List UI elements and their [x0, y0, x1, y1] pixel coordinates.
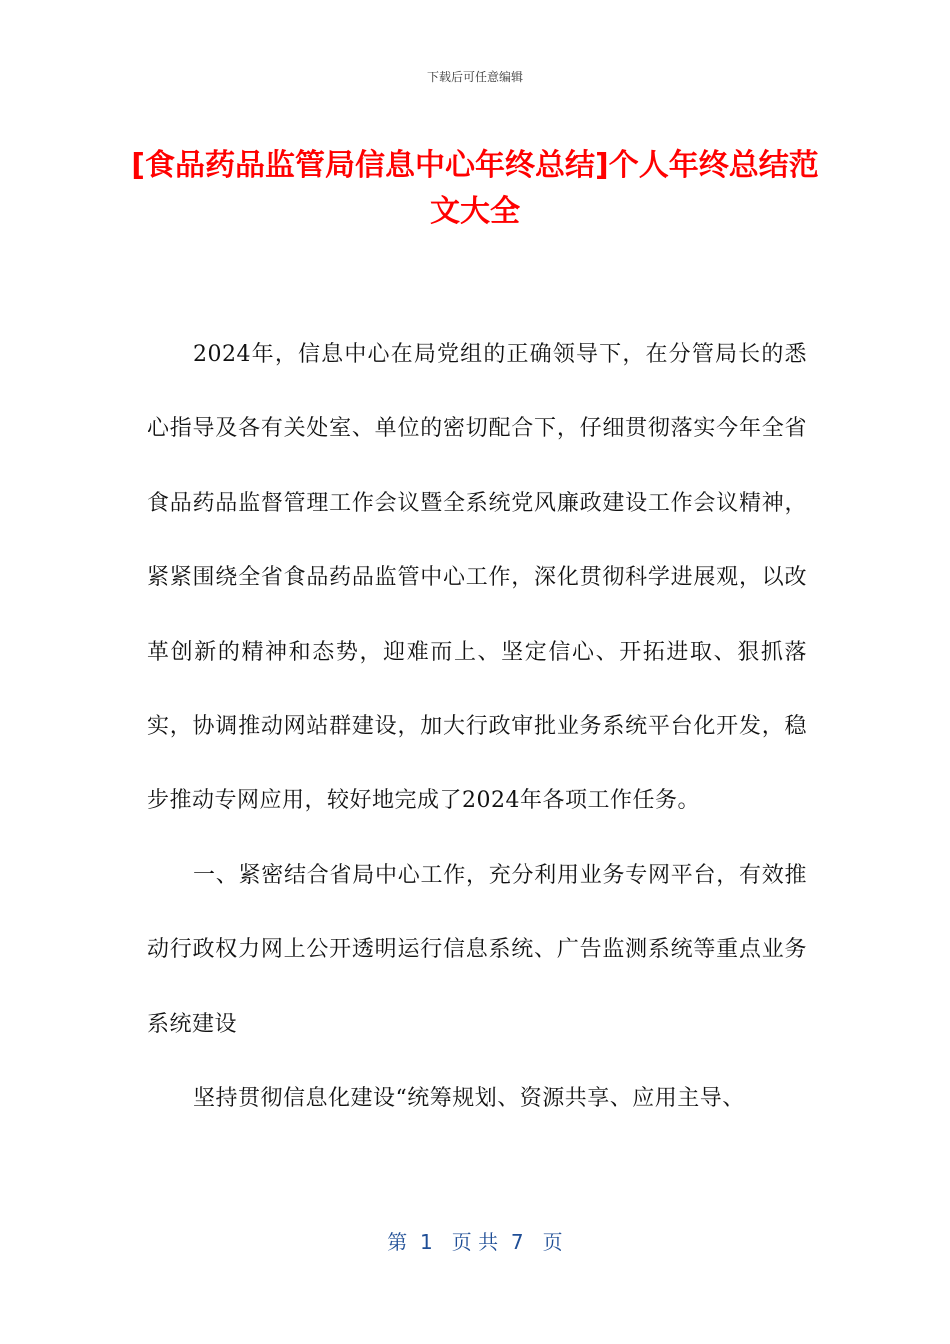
document-title: [食品药品监管局信息中心年终总结]个人年终总结范文大全 — [131, 148, 819, 229]
paragraph: 2024年，信息中心在局党组的正确领导下，在分管局长的悉心指导及各有关处室、单位的密切配合下，仔细贯彻落实今年全省食品药品监督管理工作会议暨全系统党风廉政建设工作会议精神，紧紧围绕全省食品药品监管中心工作，深化贯彻科学进展观，以改革创新的精神和态势，迎难而上、坚定信心、开拓进取、狠抓落实，协调推动网站群建设，加大行政审批业务系统平台化开发，稳步推动专网应用，较好地完成了2024年各项工作任务。 — [147, 342, 807, 814]
paragraph: 坚持贯彻信息化建设“统筹规划、资源共享、应用主导、 — [193, 1086, 745, 1112]
page-number: 第 1 页 共 7 页 — [387, 1230, 563, 1254]
header-note: 下载后可任意编辑 — [426, 70, 523, 84]
document-body — [147, 318, 807, 1136]
paragraph: 一、紧密结合省局中心工作，充分利用业务专网平台，有效推动行政权力网上公开透明运行信息系统、广告监测系统等重点业务系统建设 — [147, 862, 807, 1037]
